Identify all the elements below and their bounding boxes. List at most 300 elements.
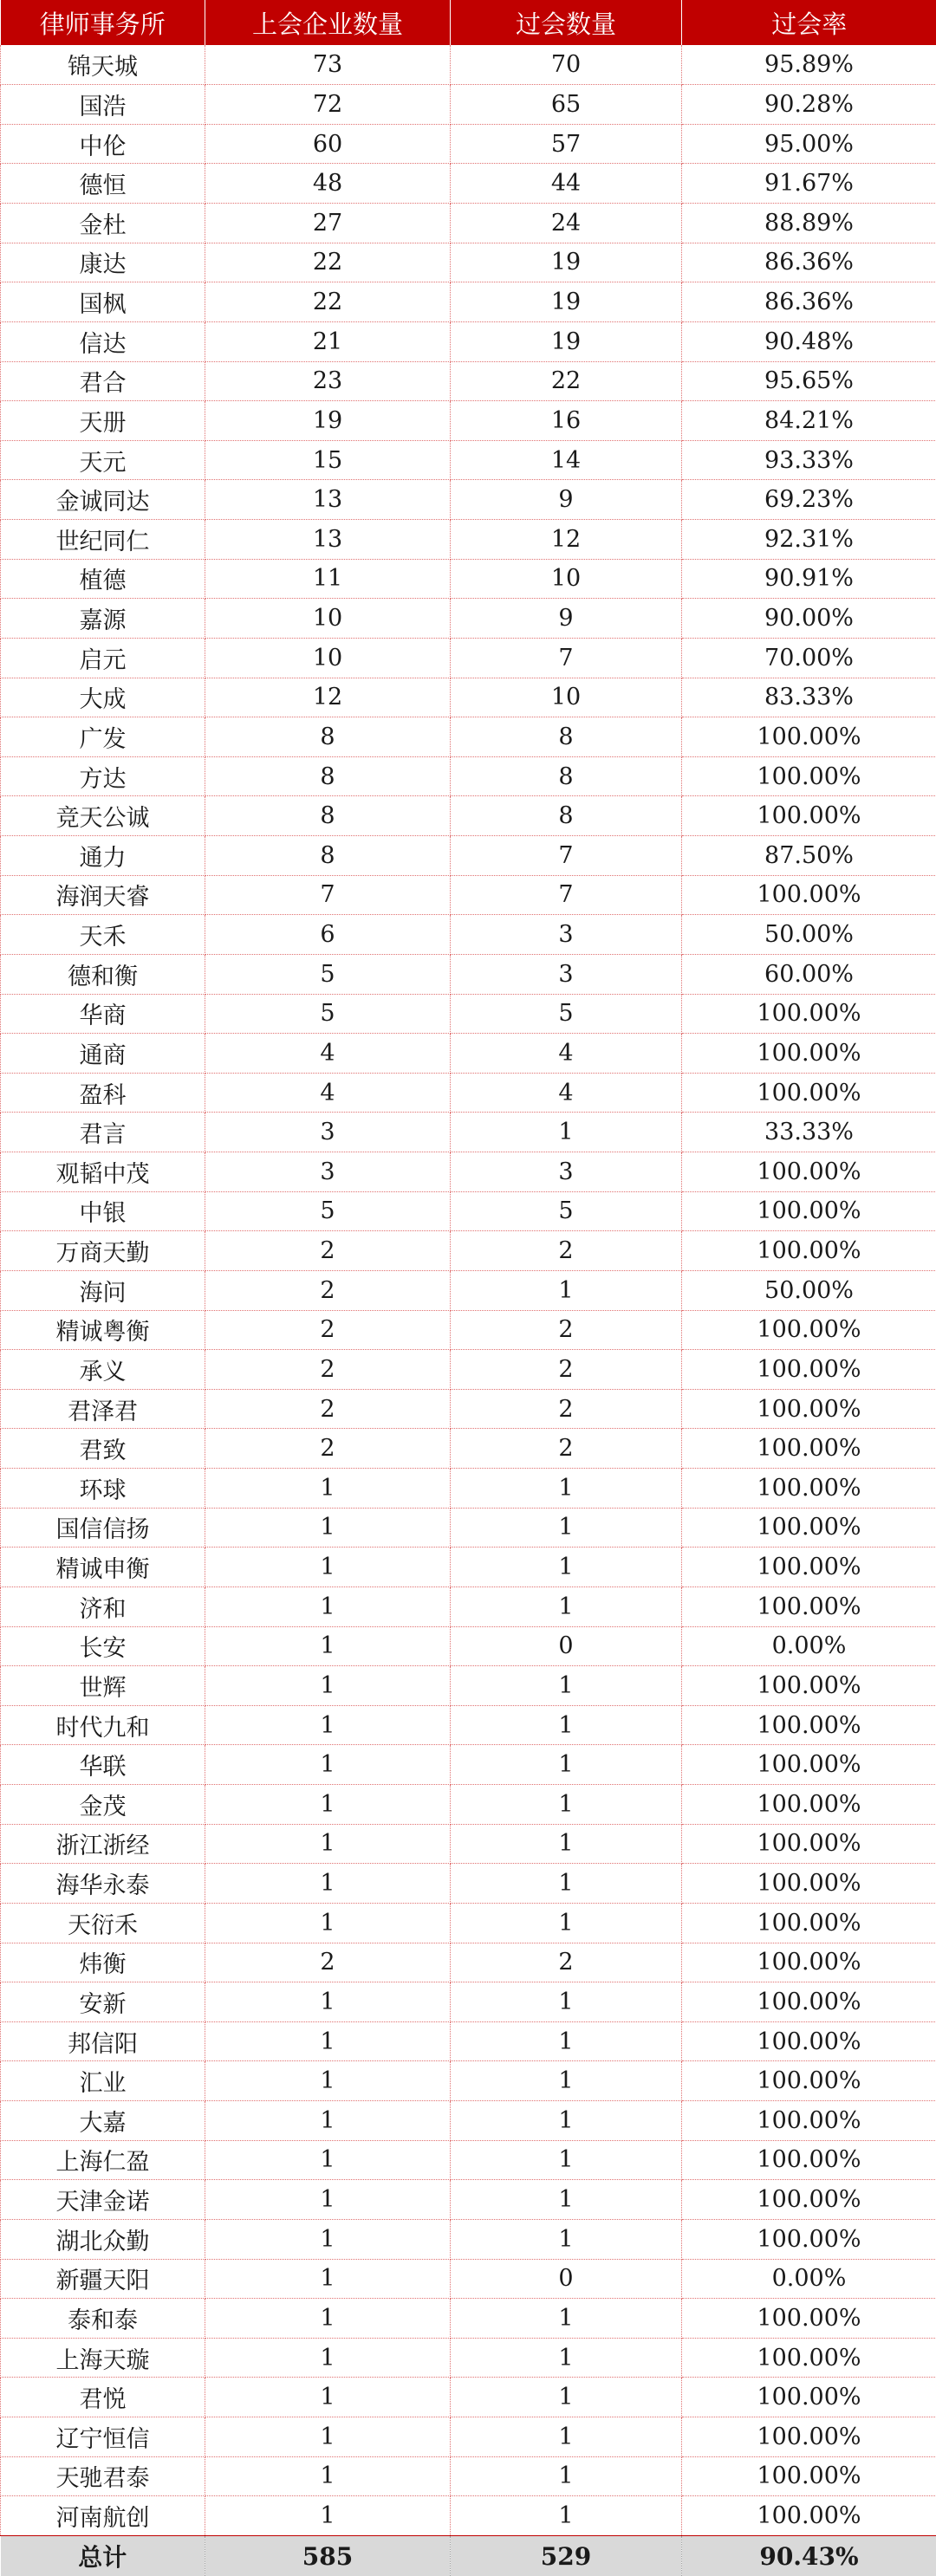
law-firm-cell: 大成	[1, 678, 205, 717]
passed-count-cell: 7	[451, 836, 682, 876]
pass-rate-cell: 100.00%	[682, 1389, 936, 1429]
law-firm-cell: 湖北众勤	[1, 2219, 205, 2259]
listed-count-cell: 23	[205, 361, 451, 401]
table-row	[1, 85, 936, 125]
passed-count-cell: 1	[451, 1548, 682, 1587]
listed-count-cell: 12	[205, 678, 451, 717]
table-row	[1, 1785, 936, 1825]
pass-rate-cell: 100.00%	[682, 1586, 936, 1626]
passed-count-cell: 1	[451, 2338, 682, 2378]
listed-count-cell: 22	[205, 243, 451, 282]
table-row	[1, 243, 936, 282]
listed-count-cell: 1	[205, 2140, 451, 2180]
table-row	[1, 480, 936, 520]
pass-rate-cell: 33.33%	[682, 1113, 936, 1152]
listed-count-cell: 2	[205, 1310, 451, 1350]
listed-count-cell: 1	[205, 1508, 451, 1548]
listed-count-cell: 7	[205, 875, 451, 915]
listed-count-cell: 10	[205, 599, 451, 639]
passed-count-cell: 0	[451, 1626, 682, 1666]
table-row	[1, 401, 936, 441]
law-firm-cell: 金诚同达	[1, 480, 205, 520]
listed-count-cell: 2	[205, 1270, 451, 1310]
pass-rate-cell: 100.00%	[682, 875, 936, 915]
pass-rate-cell: 60.00%	[682, 954, 936, 994]
table-row	[1, 1982, 936, 2022]
passed-count-cell: 1	[451, 2140, 682, 2180]
pass-rate-cell: 69.23%	[682, 480, 936, 520]
total-row	[1, 2535, 936, 2576]
pass-rate-cell: 50.00%	[682, 915, 936, 955]
law-firm-cell: 天禾	[1, 915, 205, 955]
table-row	[1, 1705, 936, 1745]
passed-count-cell: 1	[451, 2496, 682, 2536]
table-row	[1, 2140, 936, 2180]
pass-rate-cell: 0.00%	[682, 1626, 936, 1666]
law-firm-cell: 广发	[1, 717, 205, 757]
header-row	[1, 0, 936, 45]
law-firm-cell: 大嘉	[1, 2101, 205, 2141]
passed-count-cell: 5	[451, 1191, 682, 1231]
law-firm-cell: 时代九和	[1, 1705, 205, 1745]
listed-count-cell: 5	[205, 1191, 451, 1231]
table-row	[1, 1903, 936, 1943]
law-firm-cell: 汇业	[1, 2061, 205, 2101]
law-firm-cell: 上海天璇	[1, 2338, 205, 2378]
law-firm-cell: 承义	[1, 1350, 205, 1390]
passed-count-cell: 1	[451, 1113, 682, 1152]
table-row	[1, 124, 936, 164]
pass-rate-cell: 100.00%	[682, 1548, 936, 1587]
table-row	[1, 204, 936, 243]
table-row	[1, 756, 936, 796]
passed-count-cell: 1	[451, 1666, 682, 1706]
passed-count-cell: 70	[451, 45, 682, 85]
table-row	[1, 1152, 936, 1192]
passed-count-cell: 10	[451, 678, 682, 717]
law-firm-cell: 天元	[1, 440, 205, 480]
listed-count-cell: 1	[205, 1586, 451, 1626]
listed-count-cell: 27	[205, 204, 451, 243]
passed-count-cell: 1	[451, 1745, 682, 1785]
pass-rate-cell: 93.33%	[682, 440, 936, 480]
passed-count-cell: 1	[451, 1586, 682, 1626]
pass-rate-cell: 100.00%	[682, 1903, 936, 1943]
table-footer	[1, 2535, 936, 2576]
listed-count-cell: 13	[205, 480, 451, 520]
table-row	[1, 440, 936, 480]
listed-count-cell: 1	[205, 1785, 451, 1825]
pass-rate-cell: 100.00%	[682, 1508, 936, 1548]
passed-count-cell: 57	[451, 124, 682, 164]
law-firm-cell: 天册	[1, 401, 205, 441]
pass-rate-cell: 100.00%	[682, 2101, 936, 2141]
pass-rate-cell: 100.00%	[682, 2299, 936, 2339]
passed-count-cell: 9	[451, 480, 682, 520]
passed-count-cell: 19	[451, 321, 682, 361]
table-row	[1, 2101, 936, 2141]
pass-rate-cell: 100.00%	[682, 756, 936, 796]
pass-rate-cell: 100.00%	[682, 2021, 936, 2061]
listed-count-cell: 1	[205, 1469, 451, 1509]
listed-count-cell: 1	[205, 2496, 451, 2536]
table-row	[1, 2021, 936, 2061]
law-firm-cell: 国浩	[1, 85, 205, 125]
passed-count-cell: 44	[451, 164, 682, 204]
listed-count-cell: 1	[205, 2219, 451, 2259]
law-firm-cell: 天驰君泰	[1, 2456, 205, 2496]
pass-rate-cell: 95.00%	[682, 124, 936, 164]
pass-rate-cell: 83.33%	[682, 678, 936, 717]
listed-count-cell: 8	[205, 796, 451, 836]
table-row	[1, 1389, 936, 1429]
listed-count-cell: 1	[205, 2061, 451, 2101]
passed-count-cell: 4	[451, 1073, 682, 1113]
table-row	[1, 2496, 936, 2536]
listed-count-cell: 8	[205, 836, 451, 876]
pass-rate-cell: 100.00%	[682, 1469, 936, 1509]
passed-count-cell: 16	[451, 401, 682, 441]
law-firm-cell: 君致	[1, 1429, 205, 1469]
table-row	[1, 361, 936, 401]
law-firm-cell: 金茂	[1, 1785, 205, 1825]
law-firm-cell: 方达	[1, 756, 205, 796]
listed-count-cell: 13	[205, 520, 451, 560]
table-row	[1, 796, 936, 836]
pass-rate-cell: 86.36%	[682, 243, 936, 282]
law-firm-cell: 德和衡	[1, 954, 205, 994]
table-row	[1, 994, 936, 1034]
law-firm-cell: 上海仁盈	[1, 2140, 205, 2180]
total-pass-rate: 90.43%	[682, 2535, 936, 2576]
passed-count-cell: 65	[451, 85, 682, 125]
listed-count-cell: 21	[205, 321, 451, 361]
pass-rate-cell: 100.00%	[682, 1864, 936, 1904]
passed-count-cell: 1	[451, 1785, 682, 1825]
listed-count-cell: 5	[205, 994, 451, 1034]
pass-rate-cell: 100.00%	[682, 717, 936, 757]
passed-count-cell: 2	[451, 1429, 682, 1469]
listed-count-cell: 2	[205, 1389, 451, 1429]
law-firm-cell: 君悦	[1, 2378, 205, 2417]
law-firm-cell: 通商	[1, 1034, 205, 1074]
law-firm-cell: 海润天睿	[1, 875, 205, 915]
passed-count-cell: 19	[451, 282, 682, 322]
law-firm-cell: 世辉	[1, 1666, 205, 1706]
pass-rate-cell: 91.67%	[682, 164, 936, 204]
passed-count-cell: 1	[451, 2180, 682, 2220]
table-row	[1, 638, 936, 678]
listed-count-cell: 1	[205, 1626, 451, 1666]
passed-count-cell: 7	[451, 875, 682, 915]
passed-count-cell: 3	[451, 1152, 682, 1192]
law-firm-cell: 世纪同仁	[1, 520, 205, 560]
listed-count-cell: 1	[205, 2417, 451, 2457]
table-row	[1, 2456, 936, 2496]
listed-count-cell: 1	[205, 2021, 451, 2061]
listed-count-cell: 1	[205, 1666, 451, 1706]
table-row	[1, 875, 936, 915]
passed-count-cell: 1	[451, 2378, 682, 2417]
passed-count-cell: 24	[451, 204, 682, 243]
table-row	[1, 599, 936, 639]
law-firm-cell: 海华永泰	[1, 1864, 205, 1904]
law-firm-cell: 国枫	[1, 282, 205, 322]
law-firm-cell: 国信信扬	[1, 1508, 205, 1548]
law-firm-cell: 天衍禾	[1, 1903, 205, 1943]
listed-count-cell: 15	[205, 440, 451, 480]
passed-count-cell: 2	[451, 1350, 682, 1390]
law-firm-cell: 邦信阳	[1, 2021, 205, 2061]
table-row	[1, 2338, 936, 2378]
listed-count-cell: 11	[205, 559, 451, 599]
passed-count-cell: 1	[451, 1705, 682, 1745]
law-firm-cell: 金杜	[1, 204, 205, 243]
listed-count-cell: 1	[205, 1903, 451, 1943]
passed-count-cell: 3	[451, 915, 682, 955]
table-row	[1, 321, 936, 361]
pass-rate-cell: 100.00%	[682, 2417, 936, 2457]
listed-count-cell: 1	[205, 1745, 451, 1785]
listed-count-cell: 4	[205, 1073, 451, 1113]
pass-rate-cell: 86.36%	[682, 282, 936, 322]
law-firm-cell: 浙江浙经	[1, 1824, 205, 1864]
pass-rate-cell: 100.00%	[682, 1785, 936, 1825]
passed-count-cell: 2	[451, 1943, 682, 1982]
table-row	[1, 2378, 936, 2417]
pass-rate-cell: 70.00%	[682, 638, 936, 678]
listed-count-cell: 8	[205, 756, 451, 796]
pass-rate-cell: 100.00%	[682, 1034, 936, 1074]
law-firm-cell: 天津金诺	[1, 2180, 205, 2220]
table-row	[1, 1469, 936, 1509]
table-row	[1, 1508, 936, 1548]
table-row	[1, 1824, 936, 1864]
table-row	[1, 1864, 936, 1904]
table-row	[1, 1548, 936, 1587]
table-row	[1, 1310, 936, 1350]
pass-rate-cell: 100.00%	[682, 796, 936, 836]
table-row	[1, 2180, 936, 2220]
law-firm-cell: 万商天勤	[1, 1231, 205, 1271]
passed-count-cell: 1	[451, 1508, 682, 1548]
pass-rate-cell: 100.00%	[682, 2180, 936, 2220]
law-firm-cell: 嘉源	[1, 599, 205, 639]
listed-count-cell: 1	[205, 2259, 451, 2299]
law-firm-cell: 环球	[1, 1469, 205, 1509]
law-firm-cell: 辽宁恒信	[1, 2417, 205, 2457]
passed-count-cell: 22	[451, 361, 682, 401]
pass-rate-cell: 100.00%	[682, 1824, 936, 1864]
passed-count-cell: 7	[451, 638, 682, 678]
law-firm-cell: 新疆天阳	[1, 2259, 205, 2299]
pass-rate-cell: 0.00%	[682, 2259, 936, 2299]
passed-count-cell: 1	[451, 2417, 682, 2457]
law-firm-cell: 君合	[1, 361, 205, 401]
pass-rate-cell: 87.50%	[682, 836, 936, 876]
pass-rate-cell: 100.00%	[682, 2061, 936, 2101]
law-firm-cell: 中银	[1, 1191, 205, 1231]
listed-count-cell: 1	[205, 2378, 451, 2417]
pass-rate-cell: 100.00%	[682, 1310, 936, 1350]
passed-count-cell: 1	[451, 1864, 682, 1904]
table-row	[1, 2299, 936, 2339]
pass-rate-cell: 95.65%	[682, 361, 936, 401]
passed-count-cell: 1	[451, 1270, 682, 1310]
passed-count-cell: 19	[451, 243, 682, 282]
listed-count-cell: 60	[205, 124, 451, 164]
listed-count-cell: 72	[205, 85, 451, 125]
listed-count-cell: 1	[205, 2338, 451, 2378]
law-firm-cell: 河南航创	[1, 2496, 205, 2536]
listed-count-cell: 6	[205, 915, 451, 955]
passed-count-cell: 1	[451, 2101, 682, 2141]
listed-count-cell: 1	[205, 2101, 451, 2141]
total-passed-count: 529	[451, 2535, 682, 2576]
pass-rate-cell: 100.00%	[682, 2219, 936, 2259]
passed-count-cell: 1	[451, 1903, 682, 1943]
pass-rate-cell: 100.00%	[682, 1943, 936, 1982]
listed-count-cell: 1	[205, 1824, 451, 1864]
table-row	[1, 836, 936, 876]
table-header	[1, 0, 936, 45]
law-firm-cell: 海问	[1, 1270, 205, 1310]
pass-rate-cell: 100.00%	[682, 2496, 936, 2536]
listed-count-cell: 22	[205, 282, 451, 322]
law-firm-cell: 植德	[1, 559, 205, 599]
passed-count-cell: 4	[451, 1034, 682, 1074]
passed-count-cell: 2	[451, 1231, 682, 1271]
law-firm-cell: 华联	[1, 1745, 205, 1785]
passed-count-cell: 1	[451, 1824, 682, 1864]
law-firm-cell: 信达	[1, 321, 205, 361]
pass-rate-cell: 90.28%	[682, 85, 936, 125]
pass-rate-cell: 95.89%	[682, 45, 936, 85]
header-listed-count: 上会企业数量	[205, 0, 451, 45]
header-passed-count: 过会数量	[451, 0, 682, 45]
pass-rate-cell: 92.31%	[682, 520, 936, 560]
pass-rate-cell: 100.00%	[682, 2140, 936, 2180]
table-row	[1, 520, 936, 560]
listed-count-cell: 1	[205, 2180, 451, 2220]
total-listed-count: 585	[205, 2535, 451, 2576]
pass-rate-cell: 100.00%	[682, 1666, 936, 1706]
law-firm-cell: 长安	[1, 1626, 205, 1666]
listed-count-cell: 5	[205, 954, 451, 994]
table-row	[1, 1745, 936, 1785]
table-row	[1, 559, 936, 599]
table-row	[1, 1586, 936, 1626]
passed-count-cell: 1	[451, 2021, 682, 2061]
law-firm-cell: 华商	[1, 994, 205, 1034]
listed-count-cell: 10	[205, 638, 451, 678]
table-row	[1, 1943, 936, 1982]
listed-count-cell: 3	[205, 1113, 451, 1152]
table-row	[1, 717, 936, 757]
table-row	[1, 1429, 936, 1469]
listed-count-cell: 8	[205, 717, 451, 757]
passed-count-cell: 0	[451, 2259, 682, 2299]
pass-rate-cell: 100.00%	[682, 1705, 936, 1745]
total-label: 总计	[1, 2535, 205, 2576]
listed-count-cell: 2	[205, 1943, 451, 1982]
passed-count-cell: 1	[451, 1469, 682, 1509]
pass-rate-cell: 100.00%	[682, 2456, 936, 2496]
pass-rate-cell: 100.00%	[682, 1073, 936, 1113]
law-firm-cell: 盈科	[1, 1073, 205, 1113]
table-row	[1, 1034, 936, 1074]
pass-rate-cell: 90.91%	[682, 559, 936, 599]
table-row	[1, 2061, 936, 2101]
listed-count-cell: 3	[205, 1152, 451, 1192]
table-row	[1, 1270, 936, 1310]
passed-count-cell: 8	[451, 717, 682, 757]
listed-count-cell: 48	[205, 164, 451, 204]
passed-count-cell: 1	[451, 1982, 682, 2022]
listed-count-cell: 1	[205, 1982, 451, 2022]
table-row	[1, 915, 936, 955]
law-firm-cell: 竞天公诚	[1, 796, 205, 836]
pass-rate-cell: 100.00%	[682, 2378, 936, 2417]
pass-rate-cell: 100.00%	[682, 1350, 936, 1390]
table-row	[1, 1666, 936, 1706]
pass-rate-cell: 100.00%	[682, 1745, 936, 1785]
law-firm-cell: 精诚粤衡	[1, 1310, 205, 1350]
listed-count-cell: 1	[205, 1864, 451, 1904]
law-firm-cell: 德恒	[1, 164, 205, 204]
passed-count-cell: 3	[451, 954, 682, 994]
table-row	[1, 1350, 936, 1390]
table-row	[1, 164, 936, 204]
law-firm-cell: 泰和泰	[1, 2299, 205, 2339]
listed-count-cell: 4	[205, 1034, 451, 1074]
listed-count-cell: 19	[205, 401, 451, 441]
passed-count-cell: 5	[451, 994, 682, 1034]
pass-rate-cell: 100.00%	[682, 1231, 936, 1271]
law-firm-cell: 济和	[1, 1586, 205, 1626]
pass-rate-cell: 100.00%	[682, 1982, 936, 2022]
passed-count-cell: 8	[451, 796, 682, 836]
listed-count-cell: 1	[205, 1548, 451, 1587]
table-body	[1, 45, 936, 2535]
passed-count-cell: 2	[451, 1389, 682, 1429]
table-row	[1, 45, 936, 85]
pass-rate-cell: 100.00%	[682, 1191, 936, 1231]
passed-count-cell: 1	[451, 2456, 682, 2496]
table-row	[1, 954, 936, 994]
pass-rate-cell: 100.00%	[682, 994, 936, 1034]
table-row	[1, 2219, 936, 2259]
listed-count-cell: 1	[205, 1705, 451, 1745]
listed-count-cell: 73	[205, 45, 451, 85]
law-firm-cell: 启元	[1, 638, 205, 678]
table-row	[1, 1231, 936, 1271]
pass-rate-cell: 88.89%	[682, 204, 936, 243]
listed-count-cell: 2	[205, 1429, 451, 1469]
law-firm-cell: 中伦	[1, 124, 205, 164]
table-row	[1, 1626, 936, 1666]
pass-rate-cell: 84.21%	[682, 401, 936, 441]
table-row	[1, 1191, 936, 1231]
pass-rate-cell: 90.00%	[682, 599, 936, 639]
law-firm-cell: 通力	[1, 836, 205, 876]
pass-rate-cell: 90.48%	[682, 321, 936, 361]
law-firm-cell: 康达	[1, 243, 205, 282]
passed-count-cell: 10	[451, 559, 682, 599]
law-firm-cell: 观韬中茂	[1, 1152, 205, 1192]
law-firm-cell: 君言	[1, 1113, 205, 1152]
table-row	[1, 2417, 936, 2457]
